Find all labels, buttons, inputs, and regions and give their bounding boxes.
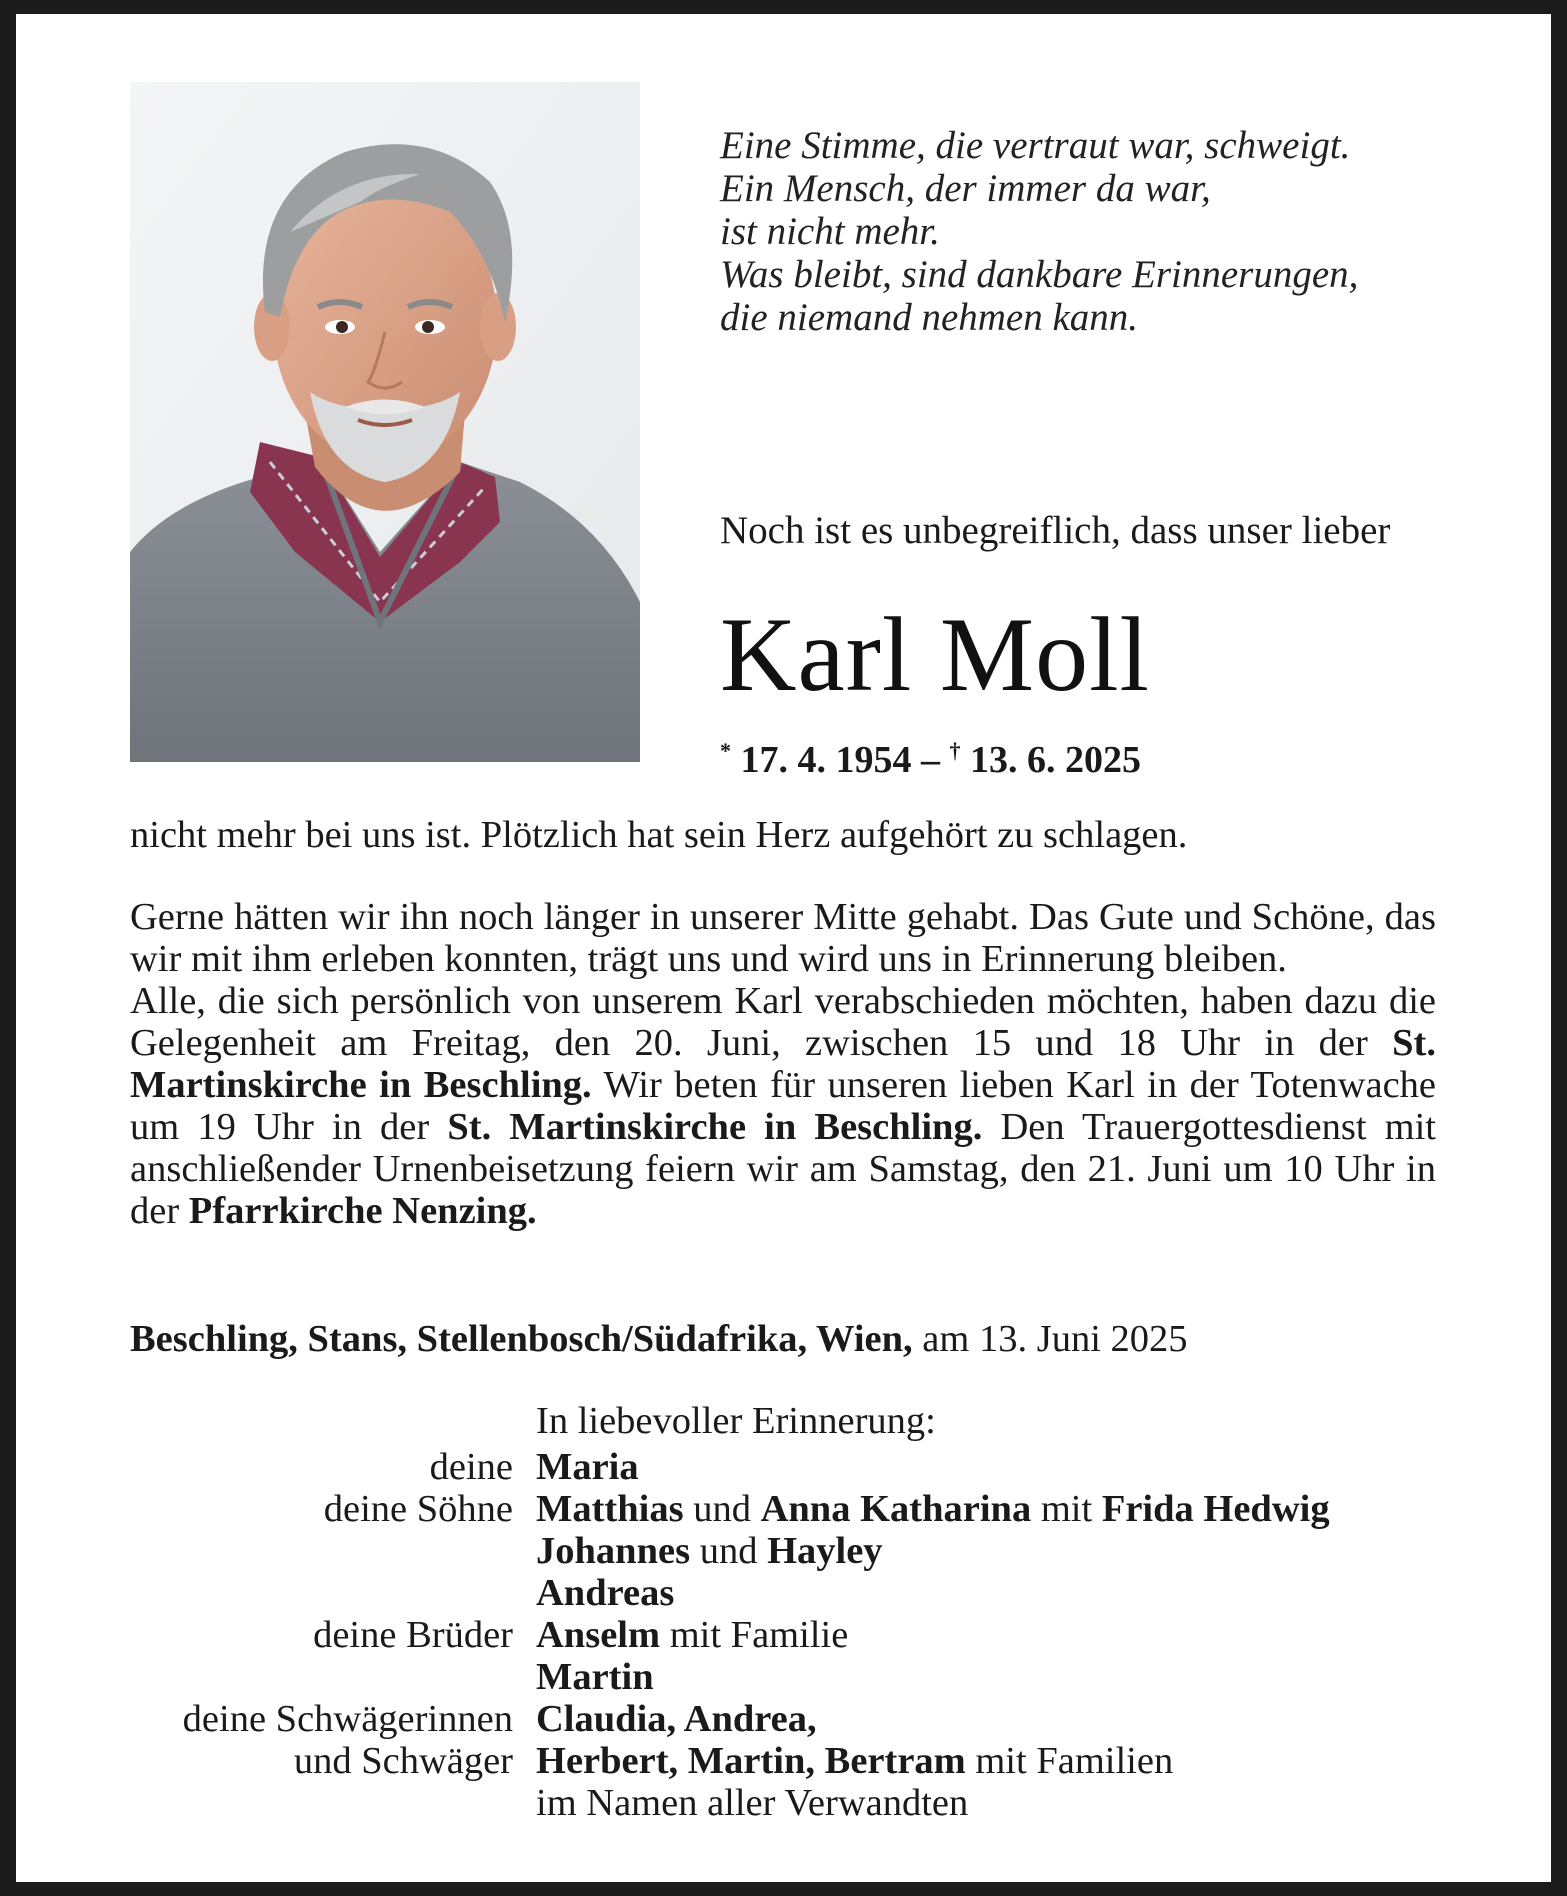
mourner-relation: deine Schwägerinnen [182, 1698, 513, 1740]
mourner-relation: deine [429, 1446, 513, 1488]
mourner-names [536, 1698, 817, 1740]
mourner-relation: und Schwäger [293, 1740, 513, 1782]
mourner-relation [130, 1656, 536, 1698]
mourner-row [130, 1656, 1460, 1698]
mourner-names [536, 1782, 968, 1824]
death-symbol: † [949, 738, 961, 763]
announcement-date: am 13. Juni 2025 [912, 1318, 1188, 1360]
mourners-heading: In liebevoller Erinnerung: [536, 1400, 936, 1442]
mourner-name: Johannes [536, 1530, 691, 1572]
mourner-name: Herbert, Martin, Bertram [536, 1740, 966, 1782]
mourner-row [130, 1488, 1460, 1530]
mourner-relation [130, 1572, 536, 1614]
services-text: Den Trauergottesdienst mit anschließender Urnenbeisetzung feiern wir am Samstag, den 21. Juni um 10 Uhr in der [130, 1106, 1436, 1232]
mourner-name: Anselm [536, 1614, 661, 1656]
mourner-connector: und [683, 1488, 761, 1530]
mourner-names [536, 1446, 639, 1488]
body-paragraph [130, 896, 1436, 1232]
poem-line: die niemand nehmen kann. [720, 296, 1139, 339]
mourner-connector: mit Familien [965, 1740, 1174, 1782]
mourner-row [130, 1614, 1460, 1656]
places: Beschling, Stans, Stellenbosch/Südafrika, Wien, [130, 1318, 913, 1360]
death-date: 13. 6. 2025 [970, 739, 1141, 781]
mourner-names [536, 1488, 1330, 1530]
life-dates [720, 728, 1141, 783]
mourner-relation: deine Söhne [323, 1488, 513, 1530]
poem [720, 124, 1480, 339]
mourners-list [130, 1400, 1460, 1824]
mourner-relation [130, 1782, 536, 1824]
mourner-row [130, 1782, 1460, 1824]
poem-line: ist nicht mehr. [720, 210, 940, 253]
mourner-relation: deine Brüder [313, 1614, 513, 1656]
mourner-names [536, 1614, 848, 1656]
mourner-name: Anna Katharina [760, 1488, 1032, 1530]
mourner-connector: und [690, 1530, 768, 1572]
mourner-name: Maria [536, 1446, 639, 1488]
services-text: Wir beten für unseren lieben Karl in der Totenwache um 19 Uhr in der [130, 1064, 1436, 1148]
mourner-name: Hayley [767, 1530, 883, 1572]
mourner-names [536, 1656, 654, 1698]
mourner-row [130, 1572, 1460, 1614]
mourner-names [536, 1530, 883, 1572]
poem-line: Was bleibt, sind dankbare Erinnerungen, [720, 253, 1359, 296]
date-separator: – [911, 739, 950, 781]
mourner-connector: mit Familie [660, 1614, 849, 1656]
mourner-names [536, 1572, 674, 1614]
mourner-row [130, 1698, 1460, 1740]
church-name: St. Martinskirche in Beschling. [130, 1022, 1436, 1106]
mourner-row [130, 1446, 1460, 1488]
poem-line: Eine Stimme, die vertraut war, schweigt. [720, 124, 1351, 167]
services-text: Alle, die sich persönlich von unserem Karl verabschieden möchten, haben dazu die Gelegenheit am Freitag, den 20. Juni, zwischen 15 und 18 Uhr in der [130, 980, 1436, 1064]
body-first-line: nicht mehr bei uns ist. Plötzlich hat sein Herz aufgehört zu schlagen. [130, 814, 1188, 856]
paragraph-services [130, 980, 1436, 1232]
mourners-heading-row [130, 1400, 1460, 1446]
mourner-row [130, 1530, 1460, 1572]
birth-date: 17. 4. 1954 [740, 739, 912, 781]
mourner-row [130, 1740, 1460, 1782]
place-date-line [130, 1317, 1188, 1361]
mourner-name: Andreas [536, 1572, 675, 1614]
intro-text: Noch ist es unbegreiflich, dass unser lieber [720, 509, 1391, 552]
paragraph-gratitude: Gerne hätten wir ihn noch länger in unserer Mitte gehabt. Das Gute und Schöne, das wir mit ihm erleben konnten, trägt uns und wird uns in Erinnerung bleiben. [130, 896, 1436, 980]
mourner-name: Frida Hedwig [1101, 1488, 1330, 1530]
portrait-photo [130, 82, 640, 762]
birth-symbol: * [720, 738, 731, 763]
mourner-name: Martin [536, 1656, 654, 1698]
mourner-name: Matthias [536, 1488, 684, 1530]
deceased-name: Karl Moll [720, 596, 1150, 713]
church-name: St. Martinskirche in Beschling. [447, 1106, 983, 1148]
mourner-connector: im Namen aller Verwandten [536, 1782, 969, 1824]
mourner-names [536, 1740, 1173, 1782]
parish-church-name: Pfarrkirche Nenzing. [188, 1190, 537, 1232]
poem-line: Ein Mensch, der immer da war, [720, 167, 1211, 210]
mourner-connector: mit [1031, 1488, 1102, 1530]
mourner-name: Claudia, Andrea, [536, 1698, 817, 1740]
mourner-relation [130, 1530, 536, 1572]
